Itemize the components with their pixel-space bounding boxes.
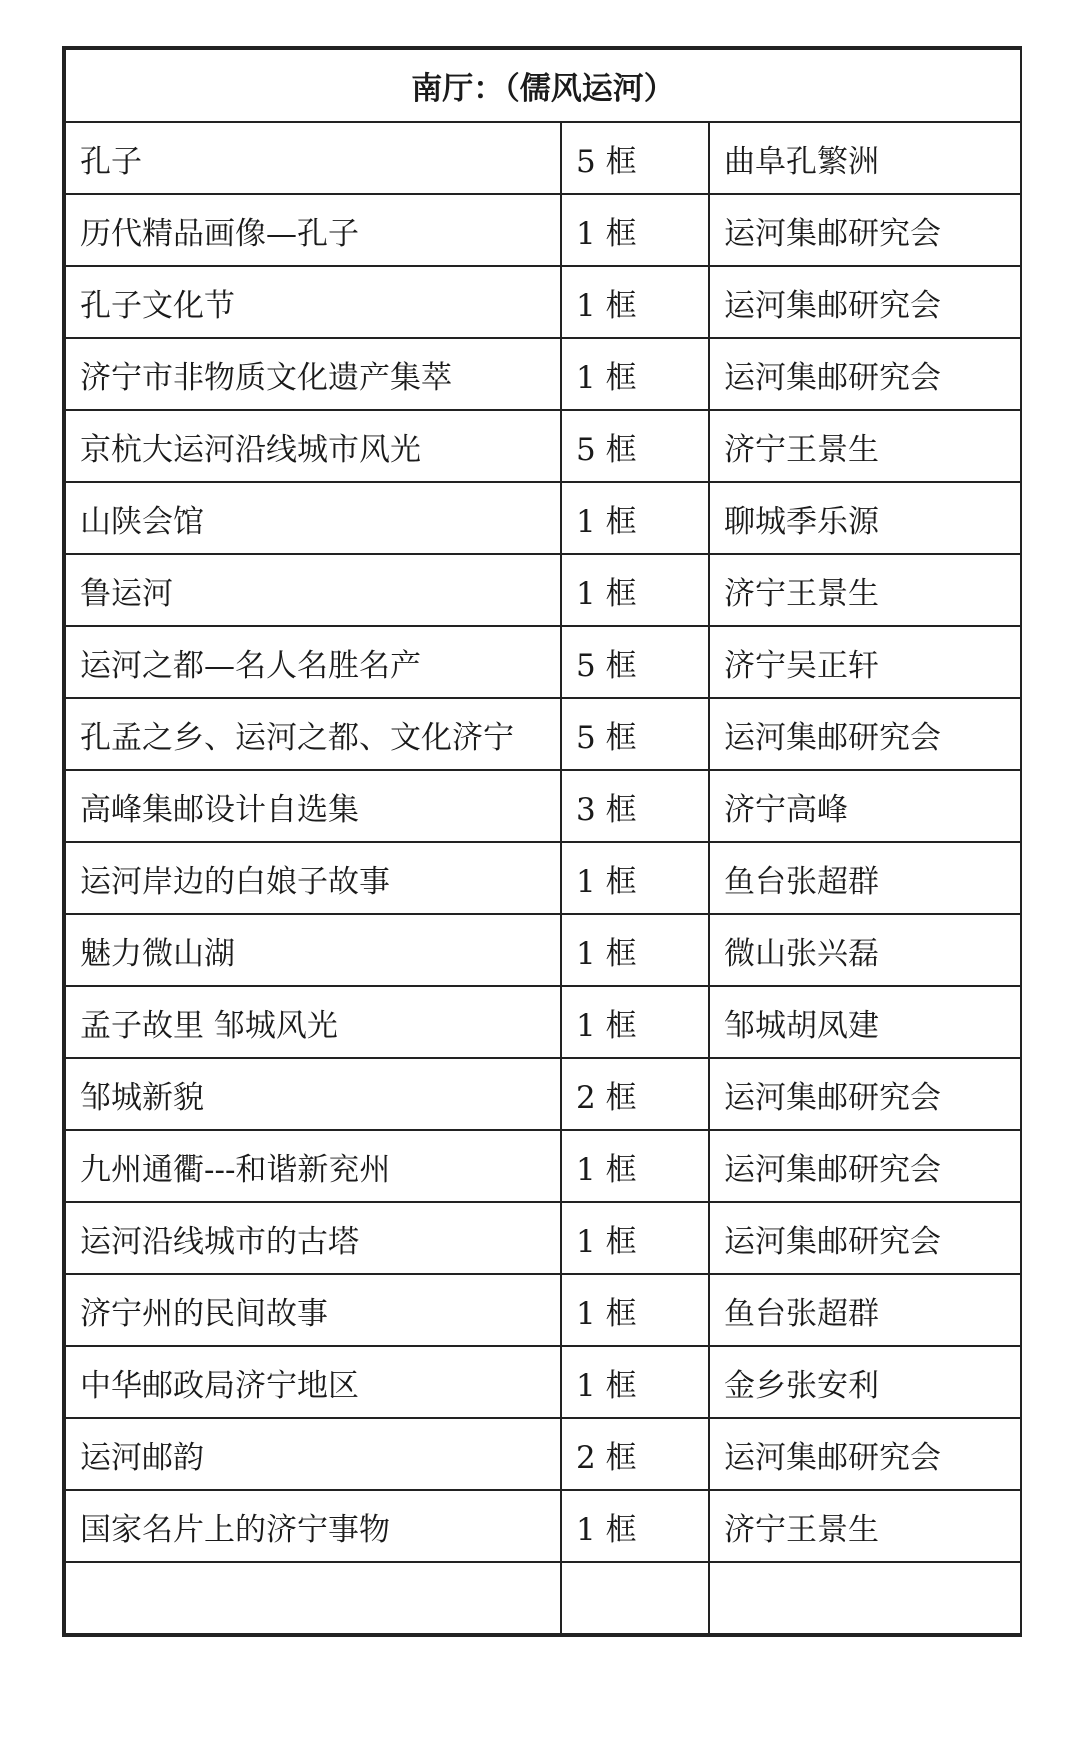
exhibit-name-cell: 邹城新貌: [65, 1058, 561, 1130]
table-header-row: [65, 49, 1021, 122]
frame-count-cell: 1 框: [561, 914, 709, 986]
exhibit-name-cell: 济宁州的民间故事: [65, 1274, 561, 1346]
frame-count-cell: 5 框: [561, 410, 709, 482]
table-row: [65, 986, 1021, 1058]
frame-count-cell: 1 框: [561, 554, 709, 626]
exhibitor-cell: 曲阜孔繁洲: [709, 122, 1021, 194]
exhibitor-cell: 运河集邮研究会: [709, 1130, 1021, 1202]
exhibit-list-sheet: [62, 46, 1022, 1637]
exhibitor-cell: 运河集邮研究会: [709, 194, 1021, 266]
exhibitor-cell: 济宁王景生: [709, 410, 1021, 482]
exhibit-name-cell: 魅力微山湖: [65, 914, 561, 986]
frame-count-cell: 1 框: [561, 194, 709, 266]
exhibitor-cell: 金乡张安利: [709, 1346, 1021, 1418]
exhibit-name-cell: 运河沿线城市的古塔: [65, 1202, 561, 1274]
exhibitor-cell: 鱼台张超群: [709, 842, 1021, 914]
exhibit-name-cell: 运河邮韵: [65, 1418, 561, 1490]
exhibit-name-cell: 京杭大运河沿线城市风光: [65, 410, 561, 482]
frame-count-cell: 5 框: [561, 122, 709, 194]
frame-count-cell: 1 框: [561, 986, 709, 1058]
frame-count-cell: 1 框: [561, 338, 709, 410]
table-row: [65, 338, 1021, 410]
table-row: [65, 1418, 1021, 1490]
exhibitor-cell: 济宁高峰: [709, 770, 1021, 842]
table-row: [65, 1490, 1021, 1562]
frame-count-cell: 1 框: [561, 1490, 709, 1562]
frame-count-cell: 1 框: [561, 482, 709, 554]
frame-count-cell: 2 框: [561, 1058, 709, 1130]
exhibitor-cell: 济宁王景生: [709, 554, 1021, 626]
table-body: [65, 122, 1021, 1634]
exhibit-name-cell: 孔子文化节: [65, 266, 561, 338]
exhibit-name-cell: 鲁运河: [65, 554, 561, 626]
exhibitor-cell: 聊城季乐源: [709, 482, 1021, 554]
empty-cell: [65, 1562, 561, 1634]
exhibitor-cell: 运河集邮研究会: [709, 1202, 1021, 1274]
table-row: [65, 914, 1021, 986]
exhibit-name-cell: 高峰集邮设计自选集: [65, 770, 561, 842]
exhibit-table: [64, 48, 1022, 1635]
exhibitor-cell: 微山张兴磊: [709, 914, 1021, 986]
exhibit-name-cell: 孔孟之乡、运河之都、文化济宁: [65, 698, 561, 770]
exhibit-name-cell: 中华邮政局济宁地区: [65, 1346, 561, 1418]
frame-count-cell: 1 框: [561, 1202, 709, 1274]
exhibitor-cell: 济宁王景生: [709, 1490, 1021, 1562]
exhibit-name-cell: 运河之都—名人名胜名产: [65, 626, 561, 698]
exhibitor-cell: 运河集邮研究会: [709, 338, 1021, 410]
exhibitor-cell: 运河集邮研究会: [709, 266, 1021, 338]
exhibit-name-cell: 运河岸边的白娘子故事: [65, 842, 561, 914]
frame-count-cell: 5 框: [561, 626, 709, 698]
exhibitor-cell: 运河集邮研究会: [709, 1418, 1021, 1490]
table-row: [65, 194, 1021, 266]
exhibit-name-cell: 九州通衢---和谐新兖州: [65, 1130, 561, 1202]
frame-count-cell: 1 框: [561, 842, 709, 914]
table-row: [65, 698, 1021, 770]
exhibitor-cell: 运河集邮研究会: [709, 1058, 1021, 1130]
frame-count-cell: 5 框: [561, 698, 709, 770]
exhibit-name-cell: 山陕会馆: [65, 482, 561, 554]
exhibit-name-cell: 国家名片上的济宁事物: [65, 1490, 561, 1562]
table-row: [65, 842, 1021, 914]
frame-count-cell: 3 框: [561, 770, 709, 842]
exhibit-name-cell: 济宁市非物质文化遗产集萃: [65, 338, 561, 410]
empty-row: [65, 1562, 1021, 1634]
table-row: [65, 626, 1021, 698]
frame-count-cell: 1 框: [561, 1130, 709, 1202]
exhibit-name-cell: 孟子故里 邹城风光: [65, 986, 561, 1058]
table-row: [65, 770, 1021, 842]
hall-title: 南厅：（儒风运河）: [65, 49, 1021, 122]
exhibitor-cell: 运河集邮研究会: [709, 698, 1021, 770]
table-row: [65, 122, 1021, 194]
frame-count-cell: 1 框: [561, 1346, 709, 1418]
table-row: [65, 1346, 1021, 1418]
exhibit-name-cell: 孔子: [65, 122, 561, 194]
exhibitor-cell: 济宁吴正轩: [709, 626, 1021, 698]
table-row: [65, 1274, 1021, 1346]
exhibitor-cell: 邹城胡凤建: [709, 986, 1021, 1058]
table-row: [65, 266, 1021, 338]
exhibit-name-cell: 历代精品画像—孔子: [65, 194, 561, 266]
frame-count-cell: 1 框: [561, 266, 709, 338]
table-row: [65, 410, 1021, 482]
frame-count-cell: 2 框: [561, 1418, 709, 1490]
table-row: [65, 482, 1021, 554]
table-row: [65, 1058, 1021, 1130]
empty-cell: [561, 1562, 709, 1634]
table-row: [65, 554, 1021, 626]
table-row: [65, 1130, 1021, 1202]
exhibitor-cell: 鱼台张超群: [709, 1274, 1021, 1346]
frame-count-cell: 1 框: [561, 1274, 709, 1346]
empty-cell: [709, 1562, 1021, 1634]
table-row: [65, 1202, 1021, 1274]
